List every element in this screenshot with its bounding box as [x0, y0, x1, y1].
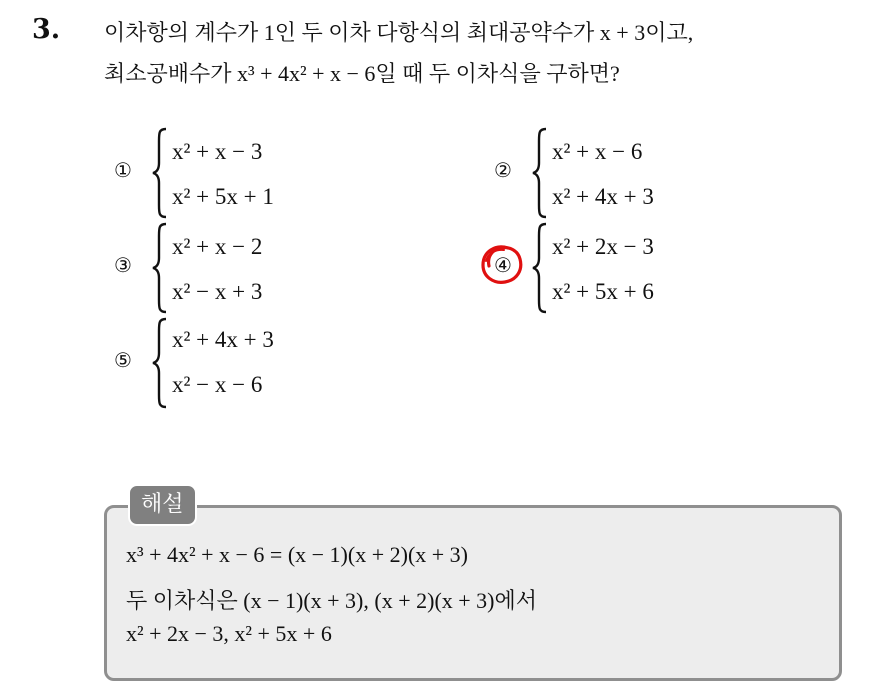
choice-3-eq-2: x² − x + 3 — [172, 279, 263, 304]
choice-2-eq-1: x² + x − 6 — [552, 139, 643, 164]
brace-icon — [530, 127, 550, 219]
choice-5-mark: ⑤ — [114, 348, 132, 372]
choice-4-mark: ④ — [494, 253, 512, 277]
brace-icon — [150, 317, 170, 409]
brace-icon — [150, 222, 170, 314]
choice-3-mark: ③ — [114, 253, 132, 277]
choice-4-eq-1: x² + 2x − 3 — [552, 234, 654, 259]
choice-5-eq-1: x² + 4x + 3 — [172, 327, 274, 352]
choice-3-eq-1: x² + x − 2 — [172, 234, 263, 259]
choice-1-eq-1: x² + x − 3 — [172, 139, 263, 164]
choice-2-mark: ② — [494, 158, 512, 182]
choice-1-mark: ① — [114, 158, 132, 182]
choice-2-eq-2: x² + 4x + 3 — [552, 184, 654, 209]
solution-line-2: 두 이차식은 (x − 1)(x + 3), (x + 2)(x + 3)에서 — [126, 588, 538, 613]
question-text-line-1: 이차항의 계수가 1인 두 이차 다항식의 최대공약수가 x + 3이고, — [104, 20, 694, 45]
solution-line-1: x³ + 4x² + x − 6 = (x − 1)(x + 2)(x + 3) — [126, 542, 468, 567]
brace-icon — [150, 127, 170, 219]
question-number: 3. — [32, 14, 61, 45]
question-text-line-2: 최소공배수가 x³ + 4x² + x − 6일 때 두 이차식을 구하면? — [104, 61, 620, 86]
choice-4-eq-2: x² + 5x + 6 — [552, 279, 654, 304]
answer-circle-icon — [478, 243, 526, 287]
choice-1-eq-2: x² + 5x + 1 — [172, 184, 274, 209]
solution-line-3: x² + 2x − 3, x² + 5x + 6 — [126, 621, 332, 646]
choice-5-eq-2: x² − x − 6 — [172, 372, 263, 397]
brace-icon — [530, 222, 550, 314]
solution-label: 해설 — [128, 484, 197, 526]
